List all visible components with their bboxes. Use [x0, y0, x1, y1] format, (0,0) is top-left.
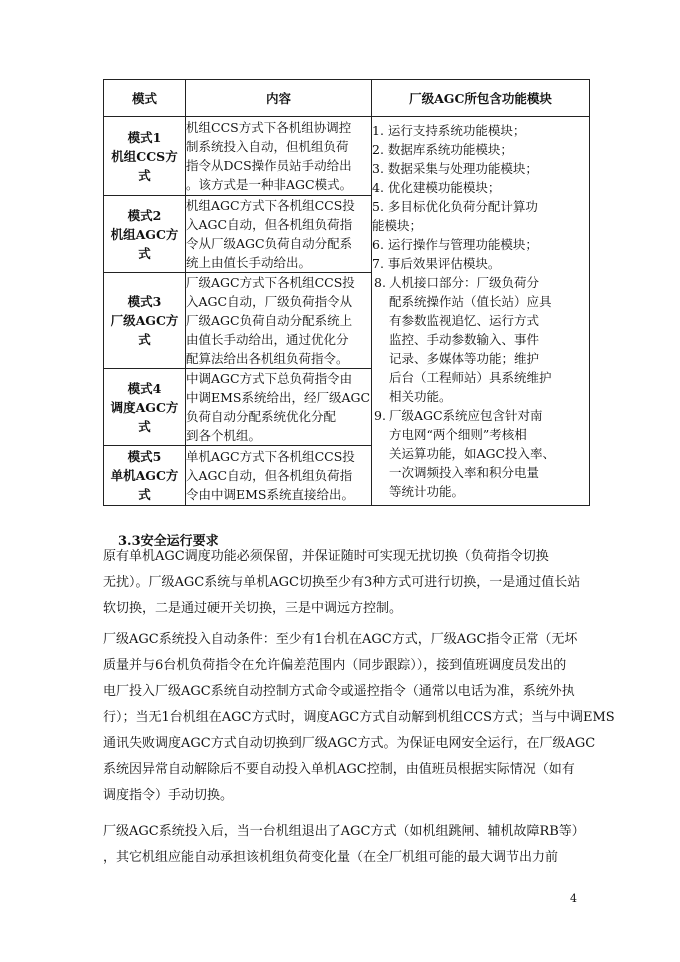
module-line: 等统计功能。	[388, 484, 464, 499]
content-line: 由值长手动给出，通过优化分	[186, 332, 349, 347]
mode-label-line: 模式5	[127, 449, 162, 464]
paragraph-line: 系统因异常自动解除后不要自动投入单机AGC控制，由值班员根据实际情况（如有	[103, 762, 575, 777]
mode-cell	[104, 196, 186, 273]
mode-label-line: 模式2	[127, 207, 162, 223]
content-cell	[186, 369, 372, 446]
module-line: 一次调频投入率和积分电量	[388, 465, 539, 480]
content-line: 机组AGC方式下各机组CCS投	[186, 198, 355, 213]
content-line: 入AGC自动，厂级负荷指令从	[186, 294, 353, 309]
paragraph	[103, 627, 615, 809]
module-item: 4. 优化建模功能模块；	[372, 180, 501, 195]
paragraph-line: 厂级AGC系统投入后，当一台机组退出了AGC方式（如机组跳闸、辅机故障RB等）	[103, 824, 585, 839]
mode-cell	[104, 117, 186, 196]
module-item: 3. 数据采集与处理功能模块；	[372, 161, 538, 176]
mode-label-line: 式	[138, 332, 151, 347]
mode-label-line: 模式1	[127, 129, 162, 145]
module-item: 6. 运行操作与管理功能模块；	[372, 237, 538, 252]
content-line: 负荷自动分配系统优化分配	[186, 409, 337, 424]
content-line: 入AGC自动，但各机组负荷指	[186, 217, 353, 232]
paragraph-line: 原有单机AGC调度功能必须保留，并保证随时可实现无扰切换（负荷指令切换	[103, 549, 549, 564]
content-cell	[186, 196, 372, 273]
table-row	[104, 117, 590, 196]
content-line: 指令从DCS操作员站手动给出	[186, 158, 352, 173]
content-line: 单机AGC方式下各机组CCS投	[186, 449, 355, 464]
mode-label-line: 调度AGC方	[110, 399, 179, 415]
content-cell	[186, 117, 372, 196]
header-content: 内容	[186, 80, 372, 117]
content-line: 入AGC自动，但各机组负荷指	[186, 468, 353, 483]
module-line: 方电网“两个细则”考核相	[388, 427, 527, 442]
content-line: 配算法给出各机组负荷指令。	[186, 351, 349, 366]
module-line: 监控、手动参数输入、事件	[388, 332, 539, 347]
mode-cell	[104, 369, 186, 446]
content-line: 中调AGC方式下总负荷指令由	[186, 371, 353, 386]
mode-label-line: 式	[138, 418, 151, 434]
module-line: 配系统操作站（值长站）应具	[388, 294, 552, 309]
paragraph-line: 行）；当无1台机组在AGC方式时，调度AGC方式自动解到机组CCS方式；当与中调EMS	[103, 710, 615, 725]
module-line: 记录、多媒体等功能；维护	[388, 351, 539, 366]
mode-label-line: 模式4	[127, 380, 162, 396]
content-line: 。该方式是一种非AGC模式。	[186, 177, 353, 192]
paragraph-line: 厂级AGC系统投入自动条件：至少有1台机在AGC方式，厂级AGC指令正常（无坏	[103, 632, 578, 647]
content-line: 机组CCS方式下各机组协调控	[186, 120, 352, 135]
content-line: 中调EMS系统给出，经厂级AGC	[186, 390, 371, 405]
module-item-9	[372, 406, 589, 501]
header-modules: 厂级AGC所包含功能模块	[372, 80, 590, 117]
module-item: 能模块；	[372, 218, 423, 233]
module-item-8	[372, 273, 589, 406]
paragraph	[103, 819, 583, 871]
paragraph-line: 质量并与6台机负荷指令在允许偏差范围内（同步跟踪）），接到值班调度员发出的	[103, 658, 567, 673]
mode-label-line: 式	[138, 167, 151, 183]
module-line: 有参数监视追忆、运行方式	[388, 313, 539, 328]
content-line: 令由中调EMS系统直接给出。	[186, 487, 354, 502]
table-header-row	[104, 80, 590, 117]
mode-label-line: 厂级AGC方	[110, 313, 179, 328]
module-item: 5. 多目标优化负荷分配计算功	[372, 199, 538, 214]
paragraph-line: ，其它机组应能自动承担该机组负荷变化量（在全厂机组可能的最大调节出力前	[103, 850, 559, 865]
module-number: 9.	[374, 408, 386, 423]
content-line: 厂级AGC负荷自动分配系统上	[186, 313, 353, 328]
page-number: 4	[570, 892, 577, 905]
mode-cell	[104, 446, 186, 506]
paragraph-line: 调度指令）手动切换。	[103, 788, 234, 803]
header-mode: 模式	[104, 80, 186, 117]
module-line: 后台（工程师站）具系统维护	[388, 370, 552, 385]
module-line: 人机接口部分：厂级负荷分	[388, 275, 539, 290]
mode-label-line: 机组CCS方	[111, 148, 178, 164]
paragraph-line: 电厂投入厂级AGC系统自动控制方式命令或遥控指令（通常以电话为准，系统外执	[103, 684, 575, 699]
module-line: 相关功能。	[388, 389, 452, 404]
mode-cell	[104, 273, 186, 369]
modules-cell	[372, 117, 590, 506]
module-item: 2. 数据库系统功能模块；	[372, 142, 513, 157]
content-line: 制系统投入自动，但机组负荷	[186, 139, 349, 154]
section-heading: 3.3安全运行要求	[118, 534, 219, 549]
module-item: 7. 事后效果评估模块。	[372, 256, 501, 271]
module-item: 1. 运行支持系统功能模块；	[372, 123, 526, 138]
content-cell	[186, 273, 372, 369]
agc-mode-table	[103, 79, 590, 506]
content-cell	[186, 446, 372, 506]
mode-label-line: 式	[138, 245, 151, 261]
module-number: 8.	[374, 275, 386, 290]
content-line: 到各个机组。	[186, 428, 262, 443]
mode-label-line: 机组AGC方	[110, 226, 179, 242]
mode-label-line: 模式3	[127, 294, 162, 309]
content-line: 统上由值长手动给出。	[186, 255, 312, 270]
paragraph-line: 通讯失败调度AGC方式自动切换到厂级AGC方式。为保证电网安全运行，在厂级AGC	[103, 736, 596, 751]
mode-label-line: 单机AGC方	[110, 468, 179, 483]
paragraph-line: 无扰）。厂级AGC系统与单机AGC切换至少有3种方式可进行切换，一是通过值长站	[103, 575, 581, 590]
content-line: 令从厂级AGC负荷自动分配系	[186, 236, 353, 251]
content-line: 厂级AGC方式下各机组CCS投	[186, 275, 355, 290]
module-line: 关运算功能，如AGC投入率、	[388, 446, 556, 461]
paragraph	[103, 544, 583, 622]
mode-label-line: 式	[138, 487, 151, 502]
module-line: 厂级AGC系统应包含针对南	[388, 408, 543, 423]
paragraph-line: 软切换，二是通过硬开关切换，三是中调远方控制。	[103, 601, 403, 616]
